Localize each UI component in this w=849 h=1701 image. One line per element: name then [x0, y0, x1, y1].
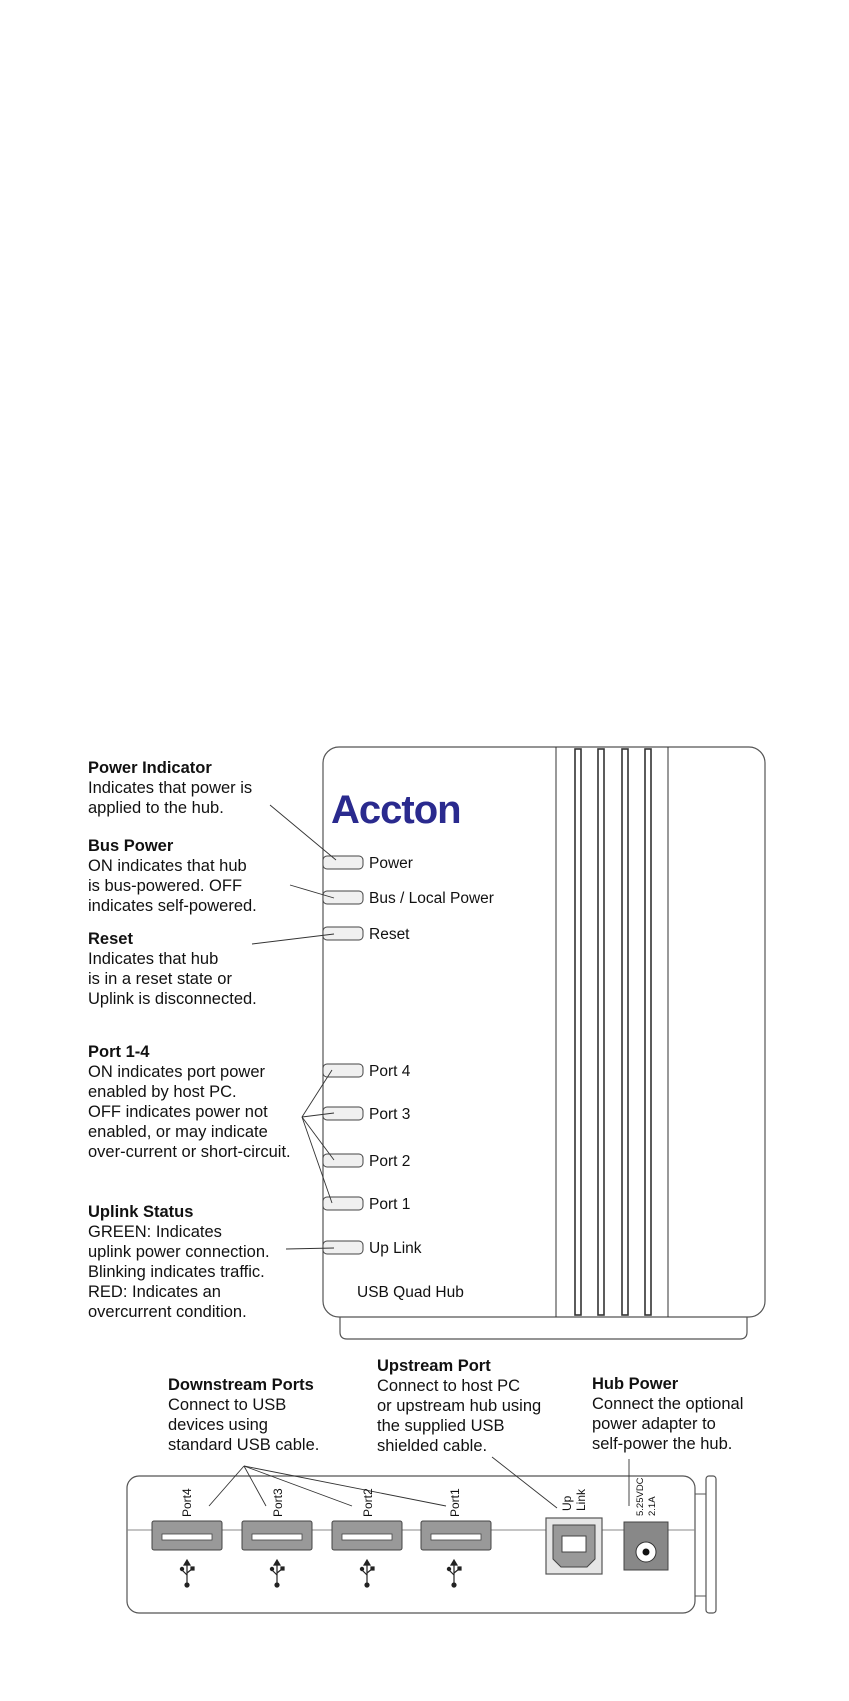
usb-port-3 — [242, 1521, 312, 1550]
callout-heading: Power Indicator — [88, 759, 212, 777]
callout-bus-power — [88, 836, 257, 916]
led-label-bus-power: Bus / Local Power — [369, 890, 494, 907]
callout-heading: Reset — [88, 930, 133, 948]
callout-uplink-status — [88, 1202, 270, 1322]
callout-upstream-port — [377, 1356, 541, 1456]
led-port1 — [323, 1197, 363, 1210]
rear-label-voltage: 5.25VDC — [635, 1477, 646, 1516]
callout-text: Connect to host PC or upstream hub using the supplied USB shielded cable. — [377, 1377, 542, 1455]
led-reset — [323, 927, 363, 940]
rear-label-port4: Port4 — [180, 1488, 194, 1517]
led-label-reset: Reset — [369, 926, 410, 943]
led-bus-power — [323, 891, 363, 904]
led-label-uplink: Up Link — [369, 1240, 422, 1257]
callout-reset — [88, 929, 257, 1009]
callout-text: ON indicates port power enabled by host PC. OFF indicates power not enabled, or may indicate over-current or short-circuit. — [88, 1063, 291, 1161]
callout-text: GREEN: Indicates uplink power connection. Blinking indicates traffic. RED: Indicates an overcurrent condition. — [88, 1223, 270, 1321]
callout-heading: Downstream Ports — [168, 1376, 314, 1394]
led-port2 — [323, 1154, 363, 1167]
callout-text: Connect to USB devices using standard USB cable. — [168, 1396, 320, 1454]
callout-heading: Uplink Status — [88, 1203, 194, 1221]
usb-port-4 — [152, 1521, 222, 1550]
accton-logo: Accton — [331, 788, 461, 832]
usb-b-uplink-port — [546, 1518, 602, 1574]
usb-port-1 — [421, 1521, 491, 1550]
callout-downstream-ports — [168, 1375, 319, 1455]
callout-port-1-4 — [88, 1042, 291, 1162]
rear-label-current: 2.1A — [647, 1496, 658, 1516]
front-panel-base — [340, 1317, 747, 1339]
led-label-power: Power — [369, 855, 413, 872]
rear-panel-tab — [706, 1476, 716, 1613]
rear-label-port1: Port1 — [448, 1488, 462, 1517]
led-label-port3: Port 3 — [369, 1106, 411, 1123]
callout-text: Indicates that hub is in a reset state or Uplink is disconnected. — [88, 950, 257, 1008]
led-label-port2: Port 2 — [369, 1153, 411, 1170]
rear-label-link: Link — [574, 1488, 588, 1511]
callout-hub-power — [592, 1374, 743, 1454]
usb-port-2 — [332, 1521, 402, 1550]
led-power — [323, 856, 363, 869]
callout-heading: Hub Power — [592, 1375, 679, 1393]
led-label-port1: Port 1 — [369, 1196, 411, 1213]
callout-text: Connect the optional power adapter to self-power the hub. — [592, 1395, 744, 1453]
rear-label-port2: Port2 — [361, 1488, 375, 1517]
callout-power-indicator — [88, 758, 252, 818]
callout-text: ON indicates that hub is bus-powered. OFF indicates self-powered. — [88, 857, 257, 915]
dc-power-jack — [624, 1522, 668, 1570]
rear-label-up: Up — [560, 1495, 574, 1511]
callout-heading: Bus Power — [88, 837, 174, 855]
callout-heading: Port 1-4 — [88, 1043, 150, 1061]
led-label-port4: Port 4 — [369, 1063, 411, 1080]
model-label: USB Quad Hub — [357, 1284, 464, 1301]
callout-heading: Upstream Port — [377, 1357, 491, 1375]
led-uplink — [323, 1241, 363, 1254]
callout-text: Indicates that power is applied to the hub. — [88, 779, 253, 817]
rear-label-port3: Port3 — [271, 1488, 285, 1517]
